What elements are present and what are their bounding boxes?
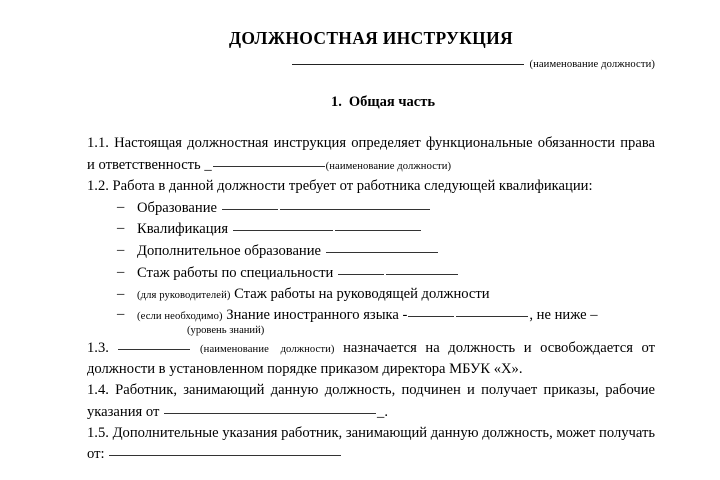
- clause-1-3-number: 1.3.: [87, 340, 109, 357]
- qualification-note: (если необходимо): [137, 311, 223, 323]
- document-content-column: [87, 0, 655, 465]
- qualification-blank-b[interactable]: [386, 262, 458, 275]
- list-item: [87, 218, 655, 240]
- clause-1-4-blank[interactable]: [164, 401, 376, 414]
- page-title: ДОЛЖНОСТНАЯ ИНСТРУКЦИЯ: [229, 28, 513, 48]
- title-caption: (наименование должности): [529, 59, 655, 71]
- clause-1-4-text-end: _.: [377, 403, 388, 420]
- section-number: 1.: [330, 93, 342, 110]
- section-title: Общая часть: [348, 93, 436, 110]
- qualification-blank-a[interactable]: [338, 262, 384, 275]
- clause-1-2-text: Работа в данной должности требует от работника следующей квалификации:: [112, 177, 593, 194]
- qualification-blank-b[interactable]: [456, 304, 528, 317]
- qualification-blank-b[interactable]: [335, 218, 421, 231]
- title-fill-in-rule[interactable]: [292, 64, 524, 65]
- list-item: [87, 197, 655, 219]
- clause-1-1-text: Настоящая должностная инструкция определяет функциональные обязанности права и ответственность _: [87, 135, 655, 174]
- section-heading: [87, 72, 655, 111]
- clause-1-1-number: 1.1.: [87, 135, 109, 152]
- qualification-label: Знание иностранного языка -: [226, 307, 408, 324]
- clause-1-3-note: (наименование должности): [200, 344, 335, 356]
- qualification-label: Квалификация: [137, 221, 229, 238]
- clause-1-4: [87, 380, 655, 423]
- qualification-blank-a[interactable]: [222, 197, 278, 210]
- qualification-list: [87, 197, 655, 337]
- dash-icon: –: [117, 242, 125, 259]
- qualification-label: Образование: [137, 199, 217, 216]
- document-body: [87, 111, 655, 465]
- dash-icon: –: [117, 220, 125, 237]
- clause-1-1: [87, 133, 655, 176]
- qualification-trailing: , не ниже –: [529, 307, 598, 324]
- dash-icon: –: [117, 285, 125, 302]
- clause-1-5-blank[interactable]: [109, 443, 341, 456]
- qualification-label: Стаж работы на руководящей должности: [234, 285, 490, 302]
- clause-1-3-text: назначается на должность и освобождается от должности в установленном порядке приказом директора МБУК «Х».: [87, 340, 655, 377]
- qualification-blank-b[interactable]: [280, 197, 430, 210]
- qualification-label: Дополнительное образование: [137, 243, 322, 260]
- list-item: [87, 262, 655, 284]
- qualification-note: (для руководителей): [137, 289, 231, 301]
- list-item: [87, 240, 655, 262]
- clause-1-3-blank[interactable]: [118, 337, 190, 350]
- clause-1-5-number: 1.5.: [87, 424, 109, 441]
- clause-1-1-note: (наименование должности): [325, 161, 452, 173]
- qualification-blank-a[interactable]: [408, 304, 454, 317]
- list-item: [87, 304, 655, 337]
- clause-1-5-text: Дополнительные указания работник, занимающий данную должность, может получать от:: [87, 424, 655, 463]
- clause-1-5: [87, 423, 655, 466]
- clause-1-2: [87, 176, 655, 197]
- clause-1-4-number: 1.4.: [87, 381, 109, 398]
- clause-1-2-number: 1.2.: [87, 177, 109, 194]
- dash-icon: –: [117, 198, 125, 215]
- list-item: [87, 284, 655, 305]
- qualification-blank-a[interactable]: [233, 218, 333, 231]
- qualification-blank-a[interactable]: [326, 240, 438, 253]
- qualification-label: Стаж работы по специальности: [137, 264, 334, 281]
- dash-icon: –: [117, 263, 125, 280]
- level-of-knowledge-note: (уровень знаний): [187, 324, 265, 336]
- clause-1-4-text: Работник, занимающий данную должность, подчинен и получает приказы, рабочие указания от: [87, 381, 655, 420]
- clause-1-3: [87, 337, 655, 380]
- title-caption-row: [87, 55, 655, 72]
- clause-1-1-blank[interactable]: [213, 154, 325, 167]
- dash-icon: –: [117, 306, 125, 323]
